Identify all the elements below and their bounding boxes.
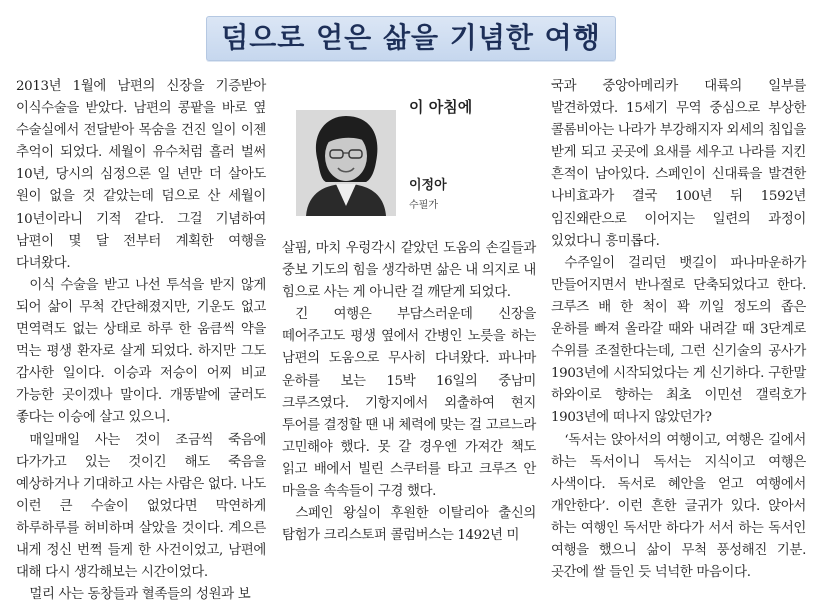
author-photo [296,110,396,216]
author-role: 수필가 [409,200,438,211]
paragraph: 수주일이 걸리던 뱃길이 파나마운하가 만들어지면서 반나절로 단축되었다고 한다. 크루즈 배 한 척이 꽉 끼일 정도의 좁은 운하를 빠져 올라갈 때와 내려갈 때 3단계로 수위를 조절한다는데, 그런 신기술의 공사가 1903년에 시작되었다는 게 신기하다. 구한말 하와이로 향하는 최초 이민선 갤릭호가 1903년에 떠나지 않았던가? [551,255,806,426]
headline: 덤으로 얻은 삶을 기념한 여행 [206,16,616,61]
paragraph: 멀리 사는 동창들과 혈족들의 성원과 보 [29,587,251,603]
paragraph: 스페인 왕실이 후원한 이탈리아 출신의 탐험가 크리스토퍼 콜럼버스는 1492년 미 [282,506,536,544]
author-profile [296,96,536,216]
article-column-3 [551,76,806,584]
paragraph: 이식 수술을 받고 나선 투석을 받지 않게 되어 삶이 무척 간단해졌지만, 기운도 없고 면역력도 없는 상태로 하루 한 움큼씩 약을 먹는 평생 환자로 살게 되었다. 하지만 그도 감사한 일이다. 이승과 저승이 어찌 비교 가능한 곳이겠나 말이다. 개똥밭에 굴러도 좋다는 이승에 살고 있으니. [16,277,266,426]
paragraph: 매일매일 사는 것이 조금씩 죽음에 다가가고 있는 것이긴 해도 죽음을 예상하거나 기대하고 사는 사람은 없다. 나도 이런 큰 수술이 없었다면 막연하게 하루하루를 허비하며 살았을 것이다. 계으른 내게 정신 번쩍 들게 한 사건이었고, 남편에 대해 다시 생각해보는 시간이었다. [16,432,266,581]
paragraph: 국과 중앙아메리카 대륙의 일부를 발견하였다. 15세기 무역 중심으로 부상한 콜롬비아는 나라가 부강해지자 외세의 침입을 받게 되고 곳곳에 요새를 세우고 나라를 지킨 흔적이 남아있다. 스페인이 신대륙을 발견한 나비효과가 결국 100년 뒤 1592년 임진왜란으로 이어지는 일련의 과정이 있었다니 흥미롭다. [551,79,806,249]
paragraph: 2013년 1월에 남편의 신장을 기증받아 이식수술을 받았다. 남편의 콩팥을 바로 옆 수술실에서 전달받아 목숨을 건진 일이 이젠 추억이 되었다. 세월이 유수처럼 흘러 벌써 10년, 당시의 심정으론 일 년만 더 살아도 원이 없을 것 같았는데 덤으로 산 세월이 10년이라니 기적 같다. 그걸 기념하여 남편이 몇 달 전부터 계획한 여행을 다녀왔다. [16,79,266,271]
article-column-1 [16,76,266,606]
article-column-2 [282,238,536,547]
headline-banner [0,16,822,61]
paragraph: 살핌, 마치 우렁각시 같았던 도움의 손길들과 중보 기도의 힘을 생각하면 삶은 내 의지로 내 힘으로 사는 게 아니란 걸 깨닫게 되었다. [282,241,536,301]
column-name: 이 아침에 [409,98,473,116]
author-name: 이정아 [409,178,447,193]
paragraph: 긴 여행은 부담스러운데 신장을 떼어주고도 평생 옆에서 간병인 노릇을 하는 남편의 도움으로 무사히 다녀왔다. 파나마 운하를 보는 15박 16일의 중남미 크루즈였다. 기항지에서 외출하여 현지 투어를 결정할 땐 내 체력에 맞는 걸 고르느라 고민해야 했다. 못 갈 경우엔 가져간 책도 읽고 배에서 빌린 스쿠터를 타고 크루즈 안 마을을 속속들이 구경 했다. [282,307,536,500]
paragraph: ‘독서는 앉아서의 여행이고, 여행은 길에서 하는 독서이니 독서는 지식이고 여행은 사색이다. 독서로 혜안을 얻고 여행에서 개안한다’. 이런 흔한 글귀가 있다. 앉아서 하는 여행인 독서만 하다가 서서 하는 독서인 여행을 했으니 삶이 무척 풍성해진 기분. 곳간에 쌀 들인 듯 넉넉한 마음이다. [551,432,806,581]
